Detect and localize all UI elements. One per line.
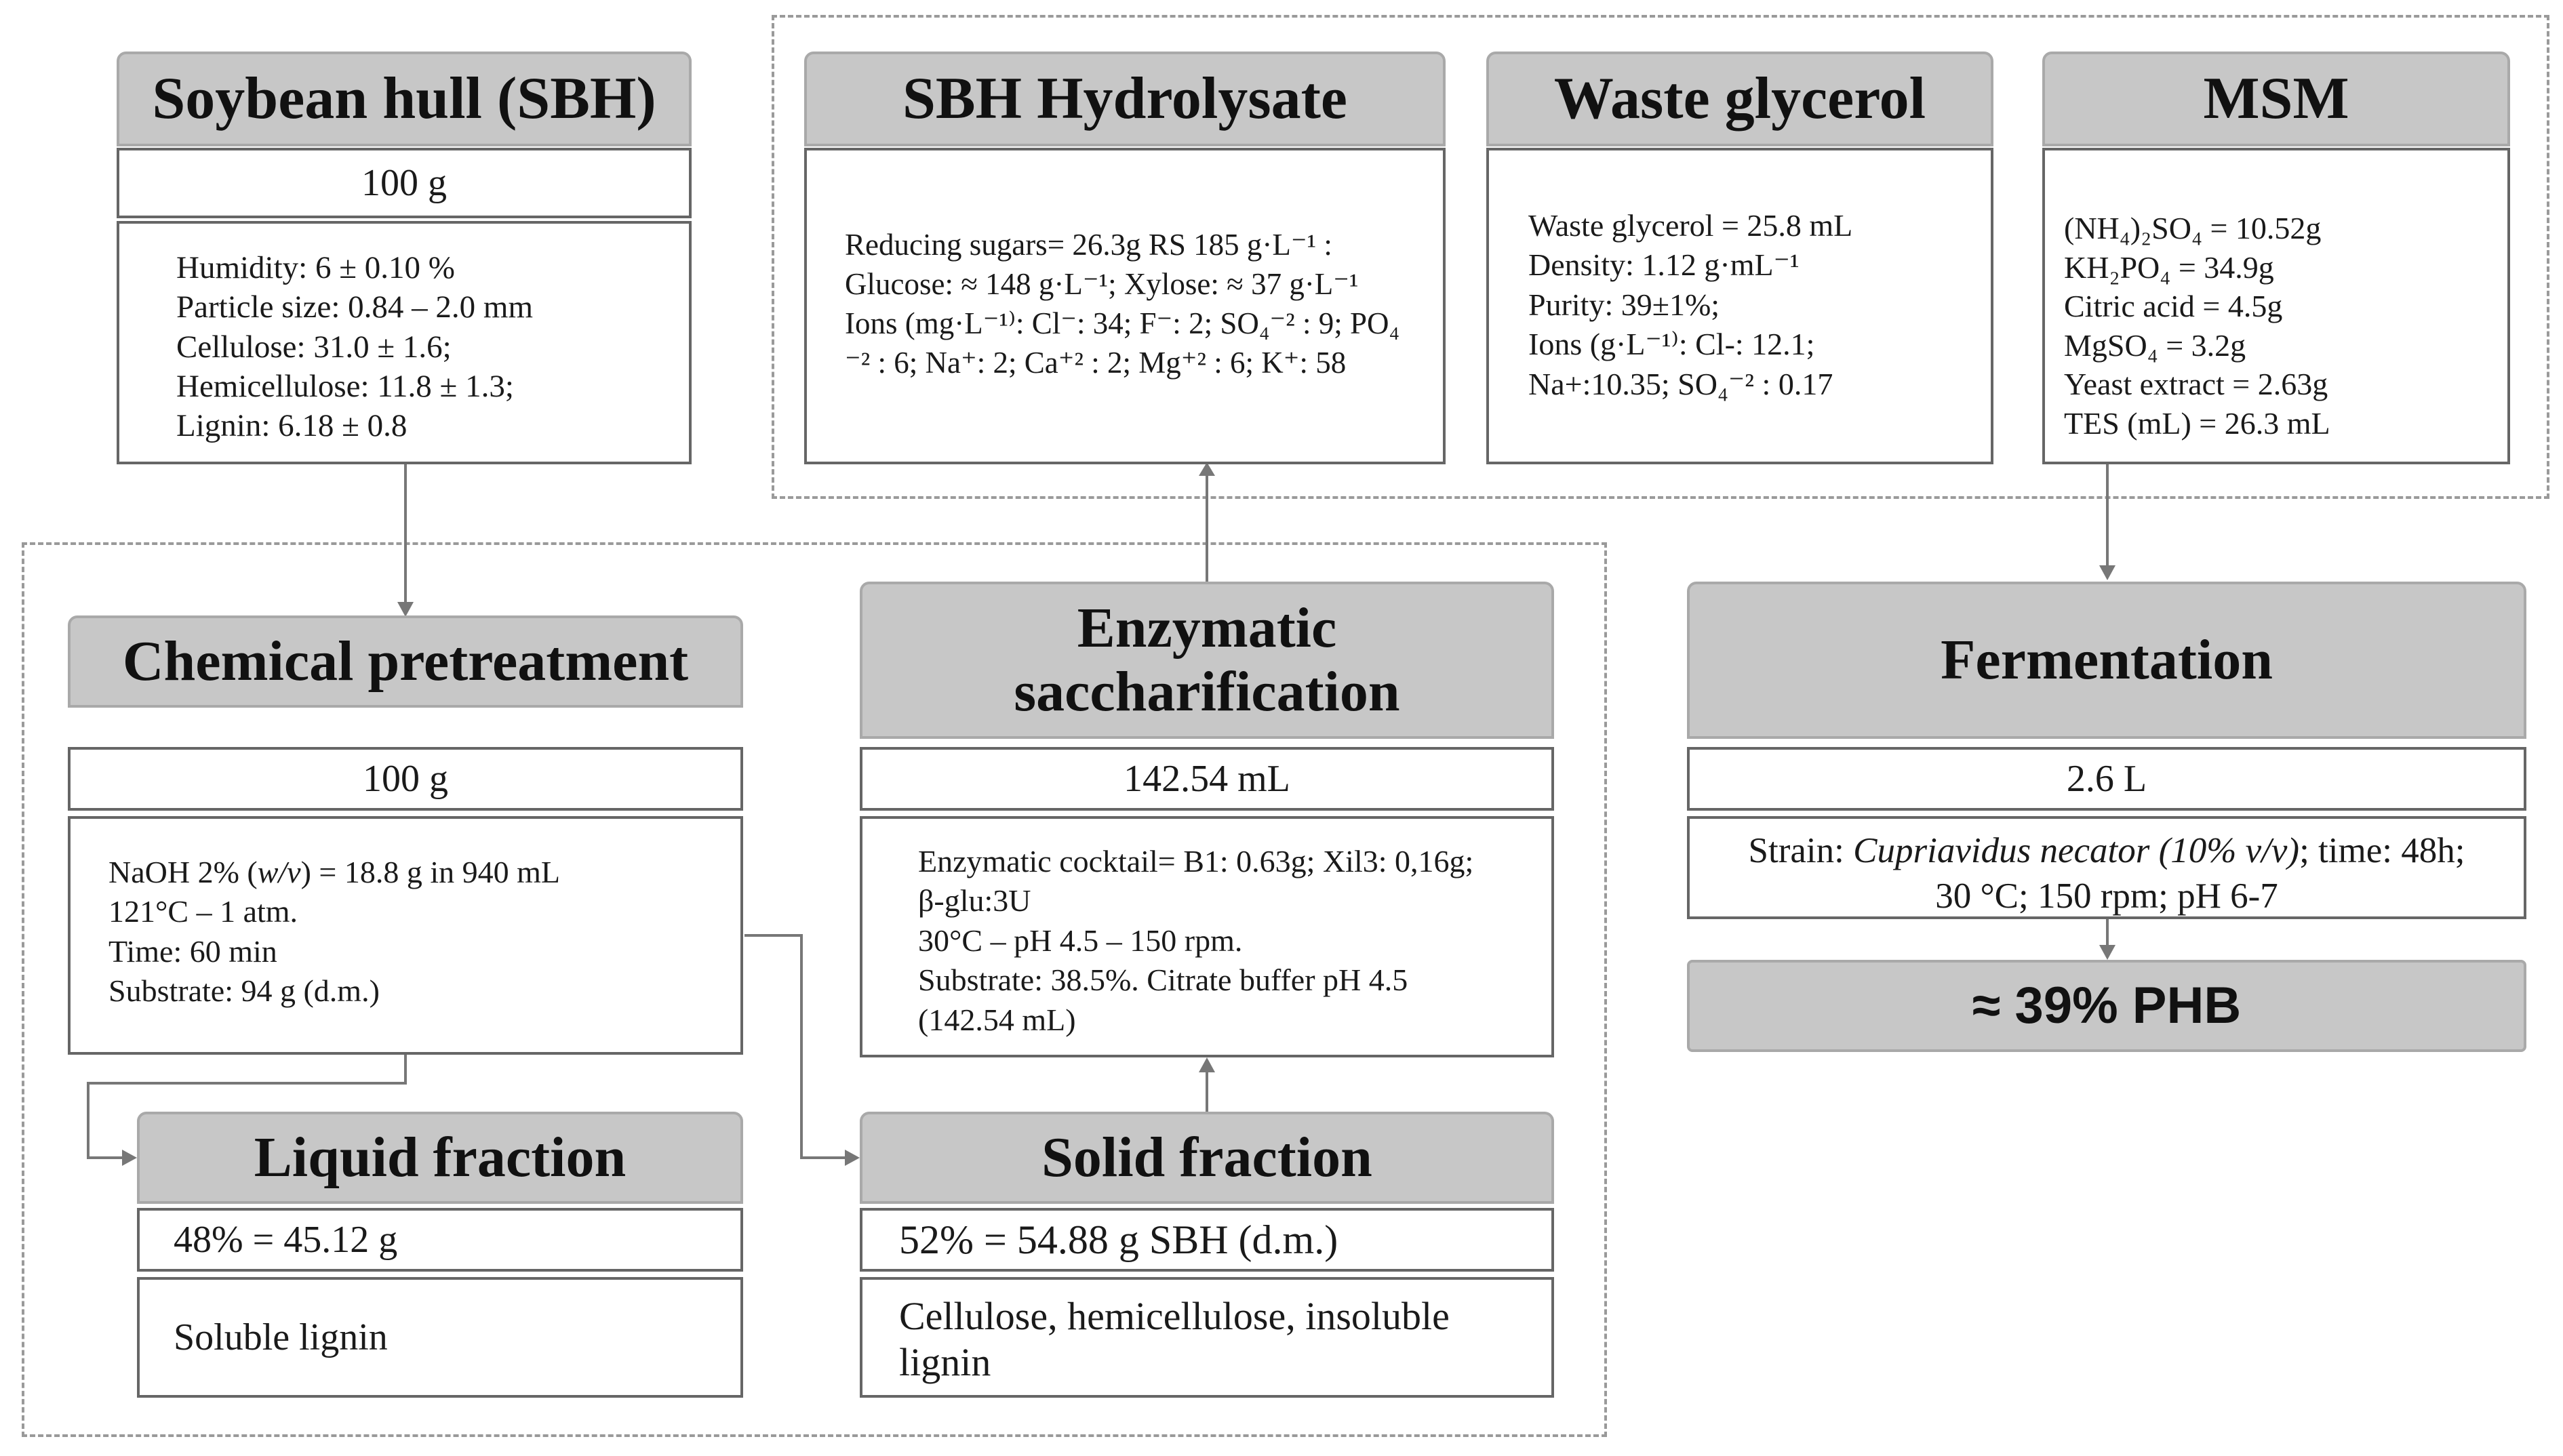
detail-line: (NH₄)₂SO₄ = 10.52g (2064, 211, 2322, 245)
detail-line: Substrate: 38.5%. Citrate buffer pH 4.5 (918, 963, 1408, 998)
fermentation-quantity (1687, 747, 2526, 811)
detail-line: Na+:10.35; SO₄⁻² : 0.17 (1528, 366, 1833, 401)
detail-line: TES (mL) = 26.3 mL (2064, 405, 2330, 441)
enzymatic-saccharification-quantity (860, 747, 1554, 811)
detail-line: ⁻² : 6; Na⁺: 2; Ca⁺² : 2; Mg⁺² : 6; K⁺: 58 (845, 346, 1347, 380)
detail-line: Waste glycerol = 25.8 mL (1528, 208, 1853, 243)
detail-line: Ions (mg·L⁻¹⁾: Cl⁻: 34; F⁻: 2; SO₄⁻² : 9; PO₄ (845, 306, 1400, 341)
solid-fraction-details (860, 1277, 1554, 1398)
phb-result-box (1687, 960, 2526, 1052)
fermentation-title: Fermentation (1941, 628, 2273, 691)
sbh-hydrolysate-header (804, 52, 1446, 146)
arrowhead (122, 1150, 137, 1166)
fermentation-quantity-text: 2.6 L (2066, 758, 2147, 800)
fermentation-conditions-line: 30 °C; 150 rpm; pH 6-7 (1935, 876, 2278, 916)
soybean-hull-quantity-text: 100 g (361, 162, 447, 204)
enzymatic-saccharification-header (860, 582, 1554, 739)
liquid-fraction-quantity (137, 1208, 743, 1272)
detail-line: Time: 60 min (108, 933, 277, 969)
enzymatic-saccharification-details (860, 816, 1554, 1057)
solid-fraction-header (860, 1112, 1554, 1204)
liquid-fraction-title: Liquid fraction (254, 1125, 627, 1189)
arrowhead (2099, 565, 2115, 580)
arrowhead (2099, 945, 2115, 960)
msm-title: MSM (2203, 65, 2349, 132)
soybean-hull-title: Soybean hull (SBH) (152, 65, 656, 132)
detail-line: MgSO₄ = 3.2g (2064, 327, 2246, 363)
solid-fraction-details-text: Cellulose, hemicellulose, insoluble lignin (899, 1294, 1450, 1385)
soybean-hull-header (117, 52, 692, 146)
connector-pretreatment-to-solid (744, 935, 846, 1158)
detail-line: Ions (g·L⁻¹⁾: Cl-: 12.1; (1528, 327, 1815, 362)
chemical-pretreatment-details (68, 816, 743, 1055)
waste-glycerol-header (1486, 52, 1993, 146)
detail-line: (142.54 mL) (918, 1002, 1076, 1037)
detail-line: Density: 1.12 g·mL⁻¹ (1528, 247, 1800, 283)
detail-line: KH₂PO₄ = 34.9g (2064, 249, 2274, 285)
strain-suffix: ; time: 48h; (2299, 831, 2465, 870)
solid-fraction-quantity-text: 52% = 54.88 g SBH (d.m.) (899, 1217, 1338, 1262)
waste-glycerol-title: Waste glycerol (1553, 65, 1926, 132)
soybean-hull-details (117, 221, 692, 464)
arrowhead (397, 602, 414, 617)
phb-result-label: ≈ 39% PHB (1972, 977, 2242, 1035)
detail-line: Cellulose: 31.0 ± 1.6; (176, 329, 452, 365)
sbh-hydrolysate-title: SBH Hydrolysate (902, 65, 1347, 132)
arrowhead (1199, 1057, 1215, 1072)
arrowhead (1199, 462, 1215, 476)
detail-line: Particle size: 0.84 – 2.0 mm (176, 289, 534, 325)
detail-line: Hemicellulose: 11.8 ± 1.3; (176, 368, 514, 404)
detail-line: 121°C – 1 atm. (108, 894, 298, 929)
liquid-fraction-details-text: Soluble lignin (174, 1316, 388, 1358)
solid-fraction-title: Solid fraction (1041, 1125, 1372, 1189)
chemical-pretreatment-quantity-text: 100 g (363, 758, 448, 800)
enzymatic-saccharification-title-line2: saccharification (1014, 660, 1400, 723)
detail-line: Glucose: ≈ 148 g·L⁻¹; Xylose: ≈ 37 g·L⁻¹ (845, 267, 1359, 302)
arrowhead (845, 1150, 860, 1166)
detail-line: Lignin: 6.18 ± 0.8 (176, 408, 408, 444)
detail-line: Reducing sugars= 26.3g RS 185 g·L⁻¹ : (845, 228, 1332, 262)
msm-header (2042, 52, 2510, 146)
chemical-pretreatment-quantity (68, 747, 743, 811)
detail-line: NaOH 2% (w/v) = 18.8 g in 940 mL (108, 855, 561, 889)
liquid-fraction-details (137, 1277, 743, 1398)
detail-line: Yeast extract = 2.63g (2064, 367, 2328, 401)
strain-name: Cupriavidus necator (10% v/v) (1853, 831, 2300, 870)
waste-glycerol-details (1486, 148, 1993, 464)
detail-line: Citric acid = 4.5g (2064, 289, 2283, 323)
liquid-fraction-header (137, 1112, 743, 1204)
detail-line: 30°C – pH 4.5 – 150 rpm. (918, 923, 1243, 958)
fermentation-strain-line (1696, 828, 2517, 874)
liquid-fraction-quantity-text: 48% = 45.12 g (174, 1219, 398, 1261)
enzymatic-saccharification-title-line1: Enzymatic (1077, 596, 1337, 660)
fermentation-details (1687, 816, 2526, 919)
soybean-hull-quantity (117, 148, 692, 218)
fermentation-header (1687, 582, 2526, 739)
chemical-pretreatment-header (68, 615, 743, 708)
detail-line: Humidity: 6 ± 0.10 % (176, 250, 455, 285)
solid-fraction-quantity (860, 1208, 1554, 1272)
strain-prefix: Strain: (1748, 831, 1854, 870)
msm-details (2042, 148, 2510, 464)
detail-line: β-glu:3U (918, 883, 1031, 918)
chemical-pretreatment-title: Chemical pretreatment (122, 629, 689, 693)
enzymatic-saccharification-quantity-text: 142.54 mL (1124, 758, 1290, 800)
detail-line: Substrate: 94 g (d.m.) (108, 973, 380, 1009)
sbh-hydrolysate-details (804, 148, 1446, 464)
detail-line: Enzymatic cocktail= B1: 0.63g; Xil3: 0,16g; (918, 844, 1474, 878)
detail-line: Purity: 39±1%; (1528, 287, 1720, 322)
